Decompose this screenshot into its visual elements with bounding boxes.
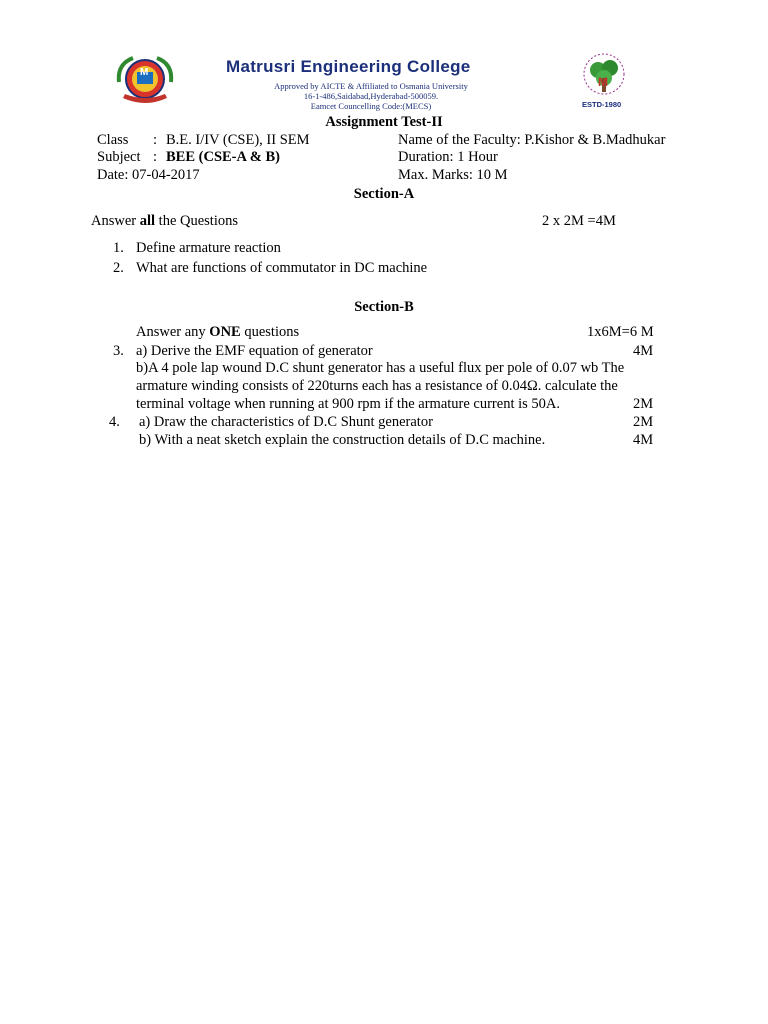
q3-part-b-line3: terminal voltage when running at 900 rpm if the armature current is 50A. xyxy=(136,396,560,412)
question-number: 1. xyxy=(113,240,124,256)
exam-date: Date: 07-04-2017 xyxy=(97,167,200,183)
section-a-instruction xyxy=(91,213,238,230)
instruction-pre: Answer xyxy=(91,213,140,229)
class-label: Class xyxy=(97,132,129,148)
question-number: 3. xyxy=(113,343,124,359)
section-a-marks: 2 x 2M =4M xyxy=(542,213,616,229)
college-logo-left xyxy=(113,52,177,108)
question-number: 4. xyxy=(109,414,120,430)
instruction-pre: Answer any xyxy=(136,324,210,340)
section-b-instruction xyxy=(136,324,299,341)
q3-part-b-line2: armature winding consists of 220turns each has a resistance of 0.04Ω. calculate the xyxy=(136,378,618,394)
duration: Duration: 1 Hour xyxy=(398,149,498,165)
question-text: Define armature reaction xyxy=(136,240,281,256)
q3-part-a-marks: 4M xyxy=(633,343,654,359)
faculty-name: Name of the Faculty: P.Kishor & B.Madhukar xyxy=(398,132,666,148)
instruction-post: the Questions xyxy=(155,213,239,229)
q4-part-b-marks: 4M xyxy=(633,432,654,448)
instruction-post: questions xyxy=(240,324,300,340)
q4-part-b: b) With a neat sketch explain the construction details of D.C machine. xyxy=(139,432,546,448)
q3-part-b-line1: b)A 4 pole lap wound D.C shunt generator has a useful flux per pole of 0.07 wb The xyxy=(136,360,625,376)
q3-part-a: a) Derive the EMF equation of generator xyxy=(136,343,373,359)
society-arc-text xyxy=(572,50,588,51)
eamcet-code-line: Eamcet Councelling Code:(MECS) xyxy=(310,101,432,111)
college-subtitle-block xyxy=(256,81,486,111)
subject-label: Subject xyxy=(97,149,141,165)
assignment-title: Assignment Test-II xyxy=(325,114,443,130)
q4-part-a-marks: 2M xyxy=(633,414,654,430)
subject-sep: : xyxy=(153,149,158,165)
society-logo-right xyxy=(572,50,636,112)
q3-part-b-marks: 2M xyxy=(633,396,654,412)
instruction-bold: all xyxy=(139,213,156,229)
svg-text:M: M xyxy=(598,75,608,89)
question-text: What are functions of commutator in DC machine xyxy=(136,260,428,276)
question-number: 2. xyxy=(113,260,124,276)
approval-line: Approved by AICTE & Affiliated to Osmania University xyxy=(274,81,468,91)
college-name: Matrusri Engineering College xyxy=(226,57,471,76)
max-marks: Max. Marks: 10 M xyxy=(398,167,508,183)
class-value: B.E. I/IV (CSE), II SEM xyxy=(166,132,310,148)
instruction-bold: ONE xyxy=(209,324,241,340)
section-b-marks: 1x6M=6 M xyxy=(587,324,654,340)
estd-label: ESTD-1980 xyxy=(582,100,622,109)
section-b-heading: Section-B xyxy=(354,299,414,315)
address-line: 16-1-486,Saidabad,Hyderabad-500059. xyxy=(303,91,439,101)
q4-part-a: a) Draw the characteristics of D.C Shunt generator xyxy=(139,414,433,430)
left-logo-initial: M xyxy=(140,67,149,78)
subject-value: BEE (CSE-A & B) xyxy=(166,149,281,165)
class-sep: : xyxy=(153,132,158,148)
section-a-heading: Section-A xyxy=(353,186,415,202)
